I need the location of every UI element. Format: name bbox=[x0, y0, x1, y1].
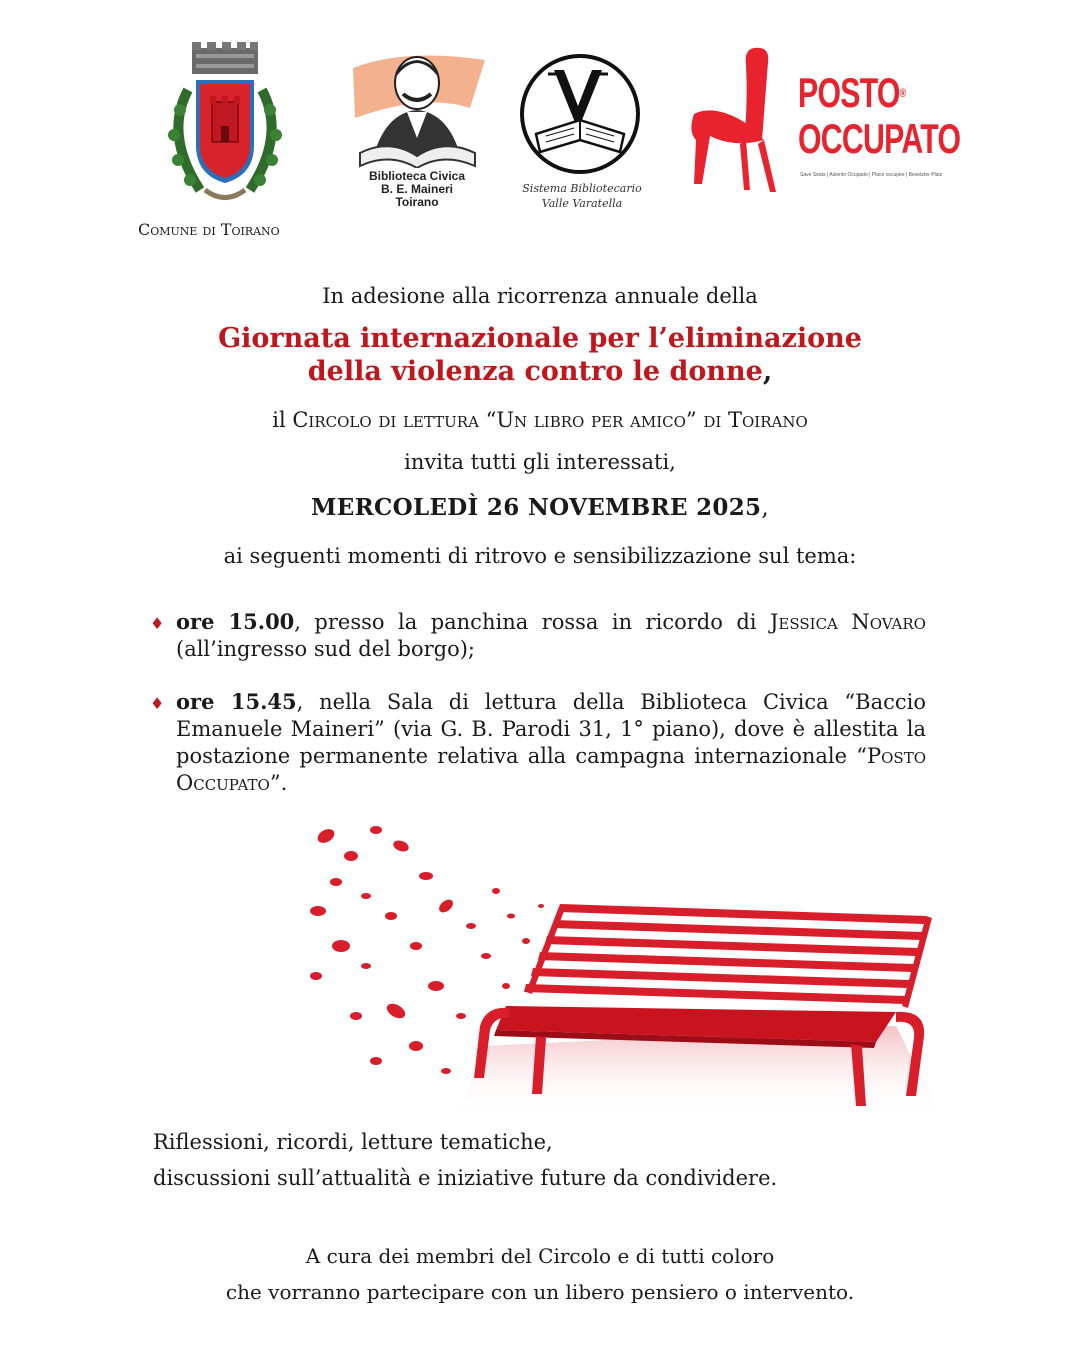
posto-occupato-tagline: Save Seats | Asiento Ocupado | Place occupée | Besetzter Platz bbox=[800, 172, 943, 178]
schedule-item bbox=[150, 608, 926, 663]
riflessioni-line1: Riflessioni, ricordi, letture tematiche, bbox=[153, 1130, 553, 1154]
sistema-caption bbox=[512, 181, 652, 211]
campaign-name: Posto Occupato bbox=[176, 744, 926, 795]
invita-line: invita tutti gli interessati, bbox=[404, 450, 676, 474]
logo-row bbox=[0, 0, 1080, 250]
circolo-title: “Un libro per amico” bbox=[485, 408, 697, 432]
biblioteca-caption bbox=[352, 170, 482, 209]
comune-coat-of-arms-logo bbox=[160, 40, 290, 208]
date-comma: , bbox=[761, 495, 769, 521]
schedule-item bbox=[150, 688, 926, 797]
title-comma: , bbox=[762, 356, 773, 387]
occupato-word: OCCUPATO bbox=[798, 115, 961, 162]
circolo-name: Circolo di lettura bbox=[292, 408, 486, 432]
circolo-line bbox=[0, 408, 1080, 432]
biblioteca-caption-line2: B. E. Maineri bbox=[380, 182, 454, 196]
closing-line1: A cura dei membri del Circolo e di tutti coloro bbox=[305, 1244, 775, 1268]
closing-line2: che vorranno partecipare con un libero pensiero o intervento. bbox=[225, 1280, 855, 1304]
event-title-line2: della violenza contro le donne, bbox=[307, 356, 773, 387]
sistema-bibliotecario-logo bbox=[518, 52, 646, 180]
closing-text bbox=[0, 1238, 1080, 1310]
event-title-line1: Giornata internazionale per l’eliminazione bbox=[218, 323, 862, 354]
schedule-time: ore 15.00 bbox=[176, 609, 295, 634]
diamond-bullet-icon: ♦ bbox=[150, 694, 165, 713]
momenti-line: ai seguenti momenti di ritrovo e sensibilizzazione sul tema: bbox=[223, 544, 857, 568]
biblioteca-portrait-logo bbox=[345, 48, 490, 168]
registered-mark: ® bbox=[899, 86, 906, 100]
memorial-name: Jessica Novaro bbox=[769, 610, 926, 634]
riflessioni-text bbox=[153, 1124, 777, 1196]
event-title bbox=[0, 322, 1080, 388]
posto-occupato-wordmark bbox=[798, 70, 960, 162]
sistema-caption-line2: Valle Varatella bbox=[541, 197, 623, 210]
circolo-place: di Toirano bbox=[696, 408, 808, 432]
posto-word: POSTO® bbox=[798, 69, 906, 116]
biblioteca-caption-line1: Biblioteca Civica bbox=[368, 169, 466, 183]
riflessioni-line2: discussioni sull’attualità e iniziative future da condividere. bbox=[153, 1166, 778, 1190]
biblioteca-caption-line3: Toirano bbox=[395, 195, 439, 209]
schedule-time: ore 15.45 bbox=[176, 689, 297, 714]
schedule-item-text: ore 15.00, presso la panchina rossa in ricordo di Jessica Novaro (all’ingresso sud del borgo); bbox=[176, 609, 926, 661]
posto-occupato-chair-logo bbox=[684, 44, 794, 194]
schedule-item-text: ore 15.45, nella Sala di lettura della Biblioteca Civica “Baccio Emanuele Maineri” (via G. B. Parodi 31, 1° piano), dove è allestita la postazione permanente relativa alla campagna internazionale “Posto Occupato”. bbox=[176, 689, 926, 795]
comune-caption: Comune di Toirano bbox=[138, 220, 280, 239]
diamond-bullet-icon: ♦ bbox=[150, 614, 165, 633]
event-date: MERCOLEDÌ 26 NOVEMBRE 2025, bbox=[311, 494, 769, 521]
intro-text: In adesione alla ricorrenza annuale della bbox=[322, 284, 758, 308]
sistema-caption-line1: Sistema Bibliotecario bbox=[522, 182, 642, 195]
red-bench-illustration bbox=[296, 816, 936, 1116]
circolo-pre: il bbox=[272, 408, 293, 432]
